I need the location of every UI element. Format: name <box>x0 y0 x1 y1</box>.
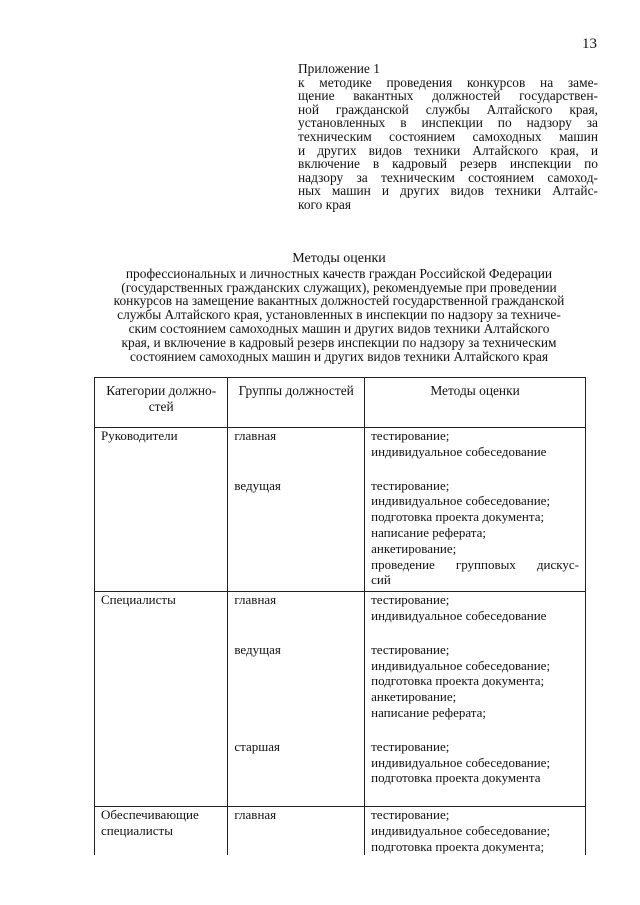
page-number: 13 <box>582 36 597 52</box>
group-cell: ведущая <box>228 478 365 592</box>
category-cell: Обеспечивающие специалисты <box>95 807 228 855</box>
methods-cell: тестирование; индивидуальное собеседование <box>365 592 586 642</box>
table-row <box>95 807 586 855</box>
group-cell: главная <box>228 807 365 855</box>
methods-cell: тестирование; индивидуальное собеседование; подготовка проекта документа; анкетирование; написание реферата; <box>365 642 586 739</box>
appendix-line: включение в кадровый резерв инспекции по <box>298 156 598 172</box>
document-title <box>70 252 608 363</box>
table-header-row <box>95 378 586 428</box>
group-cell: ведущая <box>228 642 365 739</box>
methods-table <box>94 377 586 855</box>
title-line: службы Алтайского края, установленных в инспекции по надзору за техниче- <box>117 307 561 323</box>
group-cell: главная <box>228 592 365 642</box>
appendix-line: ной гражданской службы Алтайского края, <box>298 101 598 117</box>
appendix-line: надзору за техническим состоянием самоход- <box>298 169 598 185</box>
methods-cell: тестирование; индивидуальное собеседование; подготовка проекта документа <box>365 739 586 807</box>
appendix-line: и других видов техники Алтайского края, и <box>298 142 598 158</box>
appendix-line: кого края <box>298 196 352 212</box>
appendix-line: Приложение 1 <box>298 61 380 76</box>
table-row <box>95 428 586 478</box>
title-line: края, и включение в кадровый резерв инспекции по надзору за техническим <box>121 334 557 350</box>
title-heading: Методы оценки <box>292 251 386 266</box>
appendix-line: щение вакантных должностей государствен- <box>298 88 598 104</box>
category-cell: Специалисты <box>95 592 228 807</box>
appendix-line: техническим состоянием самоходных машин <box>298 128 598 144</box>
title-line: ским состоянием самоходных машин и других видов техники Алтайского <box>128 320 550 336</box>
appendix-line: к методике проведения конкурсов на заме- <box>298 74 598 90</box>
title-line: профессиональных и личностных качеств граждан Российской Федерации <box>125 265 553 281</box>
table-row <box>95 592 586 642</box>
methods-cell: тестирование; индивидуальное собеседование <box>365 428 586 478</box>
appendix-line: установленных в инспекции по надзору за <box>298 115 598 131</box>
group-cell: старшая <box>228 739 365 807</box>
group-cell: главная <box>228 428 365 478</box>
appendix-note <box>298 62 598 212</box>
category-cell: Руководители <box>95 428 228 592</box>
methods-cell: тестирование; индивидуальное собеседование; подготовка проекта документа; <box>365 807 586 855</box>
title-line: состоянием самоходных машин и других видов техники Алтайского края <box>129 348 549 364</box>
header-group: Группы должностей <box>228 378 365 428</box>
title-line: конкурсов на замещение вакантных должностей государственной гражданской <box>113 293 565 309</box>
appendix-line: ных машин и других видов техники Алтайс- <box>298 183 598 199</box>
header-category: Категории должно- стей <box>95 378 228 428</box>
methods-cell: тестирование; индивидуальное собеседование; подготовка проекта документа; написание реферата; анкетирование; проведение групповых дискус- сий <box>365 478 586 592</box>
title-line: (государственных гражданских служащих), рекомендуемые при проведении <box>121 279 557 295</box>
header-methods: Методы оценки <box>365 378 586 428</box>
